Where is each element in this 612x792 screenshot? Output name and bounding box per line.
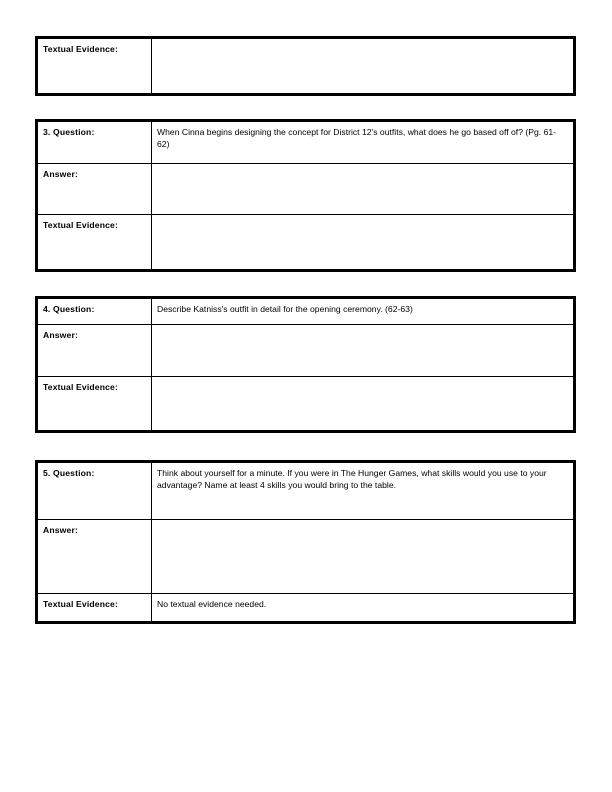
table-row xyxy=(38,377,573,430)
question-block-3 xyxy=(35,119,576,272)
table-row xyxy=(38,299,573,325)
row-label-textual-evidence: Textual Evidence: xyxy=(38,39,152,93)
table-row xyxy=(38,594,573,621)
table-row xyxy=(38,463,573,520)
question-block-4 xyxy=(35,296,576,433)
question-block-5 xyxy=(35,460,576,624)
row-label-textual-evidence-3: Textual Evidence: xyxy=(38,215,152,269)
row-label-textual-evidence-5: Textual Evidence: xyxy=(38,594,152,621)
row-value-answer-3[interactable] xyxy=(152,164,573,214)
row-value-question-4: Describe Katniss's outfit in detail for the opening ceremony. (62-63) xyxy=(157,304,413,314)
row-value-textual-evidence-5: No textual evidence needed. xyxy=(157,599,267,609)
row-value-textual-evidence[interactable] xyxy=(152,39,573,93)
table-row xyxy=(38,122,573,164)
row-value-answer-5[interactable] xyxy=(152,520,573,593)
row-value-textual-evidence-3[interactable] xyxy=(152,215,573,269)
table-row xyxy=(38,325,573,377)
table-row xyxy=(38,39,573,93)
table-row xyxy=(38,215,573,269)
question-block-continued xyxy=(35,36,576,96)
row-label-answer-4: Answer: xyxy=(38,325,152,376)
table-row xyxy=(38,520,573,594)
row-label-question-3: 3. Question: xyxy=(38,122,152,163)
row-label-question-4: 4. Question: xyxy=(38,299,152,324)
row-label-textual-evidence-4: Textual Evidence: xyxy=(38,377,152,430)
row-value-textual-evidence-4[interactable] xyxy=(152,377,573,430)
table-row xyxy=(38,164,573,215)
row-label-question-5: 5. Question: xyxy=(38,463,152,519)
row-label-answer-5: Answer: xyxy=(38,520,152,593)
row-label-answer-3: Answer: xyxy=(38,164,152,214)
row-value-question-3: When Cinna begins designing the concept for District 12's outfits, what does he go based off of? (Pg. 61-62) xyxy=(157,127,557,149)
row-value-question-5: Think about yourself for a minute. If you were in The Hunger Games, what skills would you use to your advantage? Name at least 4 skills you would bring to the table. xyxy=(157,468,547,490)
row-value-answer-4[interactable] xyxy=(152,325,573,376)
